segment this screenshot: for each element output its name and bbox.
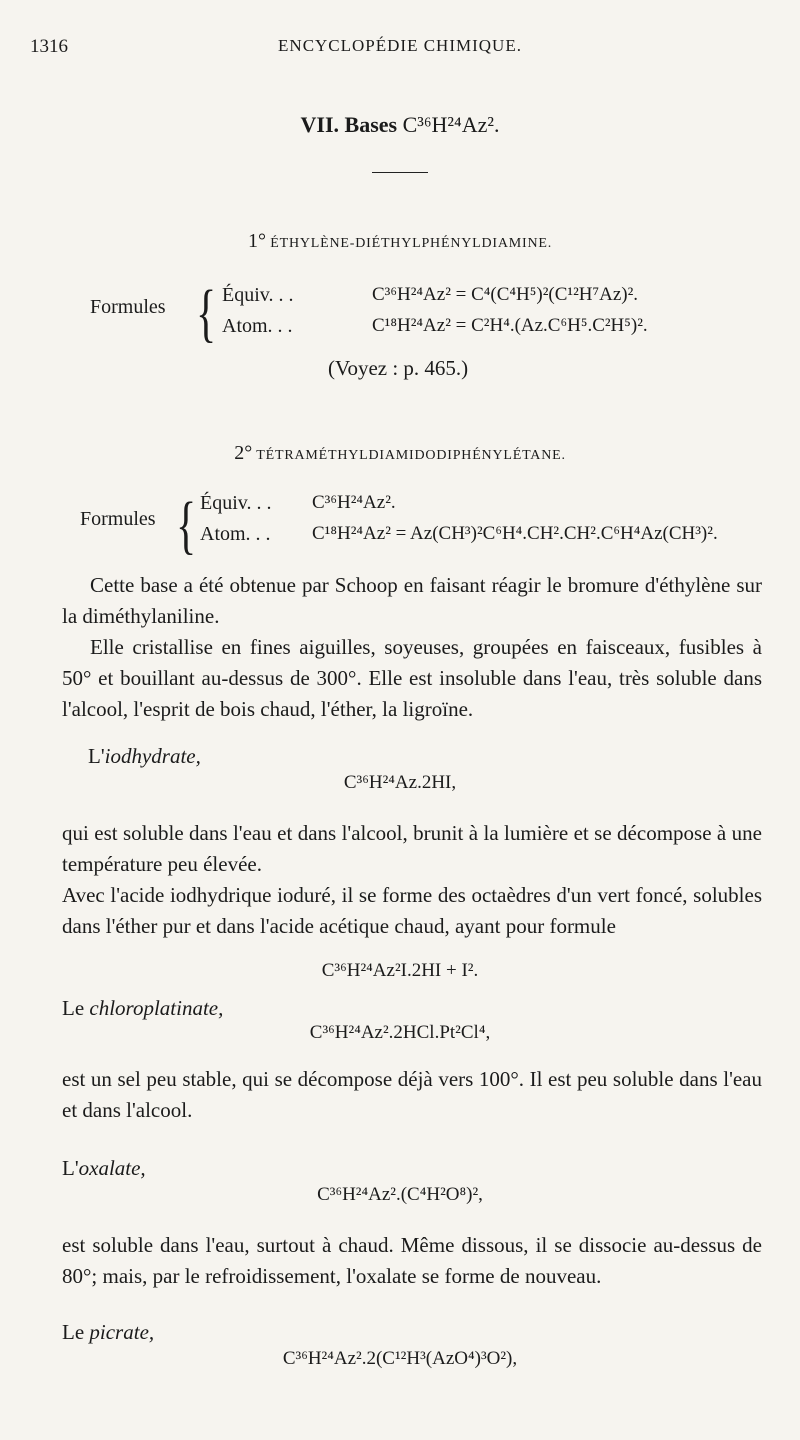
iodhydrate-name: iodhydrate, bbox=[104, 744, 201, 768]
compound1-atom-label: Atom. . . bbox=[222, 315, 293, 337]
compound2-brace: { bbox=[176, 490, 197, 563]
compound2-equiv-formula: C³⁶H²⁴Az². bbox=[312, 492, 396, 513]
compound1-see-reference: (Voyez : p. 465.) bbox=[328, 356, 469, 380]
compound2-atom-formula: C¹⁸H²⁴Az² = Az(CH³)²C⁶H⁴.CH².CH².C⁶H⁴Az(CH³)². bbox=[312, 523, 718, 544]
section-title: Bases bbox=[344, 112, 398, 137]
compound1-equiv-label: Équiv. . . bbox=[222, 284, 294, 306]
compound1-formulas-label: Formules bbox=[90, 296, 166, 318]
iodhydrate-periodide-description: Avec l'acide iodhydrique ioduré, il se forme des octaèdres d'un vert foncé, solubles dans l'éther pur et dans l'acide acétique chaud, ayant pour formule bbox=[62, 883, 762, 938]
iodhydrate-formula: C³⁶H²⁴Az.2HI, bbox=[343, 772, 457, 793]
picrate-name: picrate, bbox=[89, 1320, 155, 1344]
chloroplatinate-name: chloroplatinate, bbox=[89, 996, 224, 1020]
oxalate-label: L'oxalate, bbox=[62, 1156, 146, 1180]
compound2-heading bbox=[0, 442, 800, 465]
compound1-heading bbox=[0, 230, 800, 253]
paragraph-properties: Elle cristallise en fines aiguilles, soyeuses, groupées en faisceaux, fusibles à 50° et bouillant au-dessus de 300°. Elle est insoluble dans l'eau, très soluble dans l'alcool, l'esprit de bois chaud, l'éther, la ligroïne. bbox=[62, 635, 762, 721]
oxalate-formula: C³⁶H²⁴Az².(C⁴H²O⁸)², bbox=[317, 1184, 483, 1205]
iodhydrate-label: L'iodhydrate, bbox=[88, 744, 201, 768]
compound1-title: ÉTHYLÈNE-DIÉTHYLPHÉNYLDIAMINE. bbox=[270, 236, 553, 251]
chloroplatinate-description: est un sel peu stable, qui se décompose déjà vers 100°. Il est peu soluble dans l'eau et dans l'alcool. bbox=[62, 1067, 762, 1122]
oxalate-name: oxalate, bbox=[78, 1156, 146, 1180]
section-heading bbox=[0, 112, 800, 138]
compound2-equiv-label: Équiv. . . bbox=[200, 492, 272, 514]
oxalate-description: est soluble dans l'eau, surtout à chaud. Même dissous, il se dissocie au-dessus de 80°; mais, par le refroidissement, l'oxalate se forme de nouveau. bbox=[62, 1233, 762, 1288]
iodhydrate-periodide-formula: C³⁶H²⁴Az²I.2HI + I². bbox=[321, 960, 479, 981]
compound1-brace: { bbox=[196, 278, 217, 351]
compound2-number: 2° bbox=[234, 442, 253, 464]
section-formula: C³⁶H²⁴Az². bbox=[402, 112, 500, 137]
section-rule bbox=[372, 172, 428, 173]
chloroplatinate-label: Le chloroplatinate, bbox=[62, 996, 224, 1020]
chloroplatinate-formula: C³⁶H²⁴Az².2HCl.Pt²Cl⁴, bbox=[309, 1022, 491, 1043]
picrate-formula: C³⁶H²⁴Az².2(C¹²H³(AzO⁴)³O²), bbox=[282, 1348, 518, 1369]
section-number: VII. bbox=[300, 112, 340, 137]
picrate-label: Le picrate, bbox=[62, 1320, 155, 1344]
compound1-equiv-formula: C³⁶H²⁴Az² = C⁴(C⁴H⁵)²(C¹²H⁷Az)². bbox=[372, 284, 639, 305]
page-number: 1316 bbox=[30, 36, 68, 57]
compound2-title: TÉTRAMÉTHYLDIAMIDODIPHÉNYLÉTANE. bbox=[256, 448, 566, 463]
iodhydrate-description: qui est soluble dans l'eau et dans l'alcool, brunit à la lumière et se décompose à une température peu élevée. bbox=[62, 821, 762, 876]
compound1-number: 1° bbox=[247, 230, 266, 252]
compound1-atom-formula: C¹⁸H²⁴Az² = C²H⁴.(Az.C⁶H⁵.C²H⁵)². bbox=[372, 315, 648, 336]
paragraph-origin: Cette base a été obtenue par Schoop en faisant réagir le bromure d'éthylène sur la diméthylaniline. bbox=[62, 573, 762, 628]
running-title: ENCYCLOPÉDIE CHIMIQUE. bbox=[278, 36, 522, 55]
compound2-atom-label: Atom. . . bbox=[200, 523, 271, 545]
compound2-formulas-label: Formules bbox=[80, 508, 156, 530]
